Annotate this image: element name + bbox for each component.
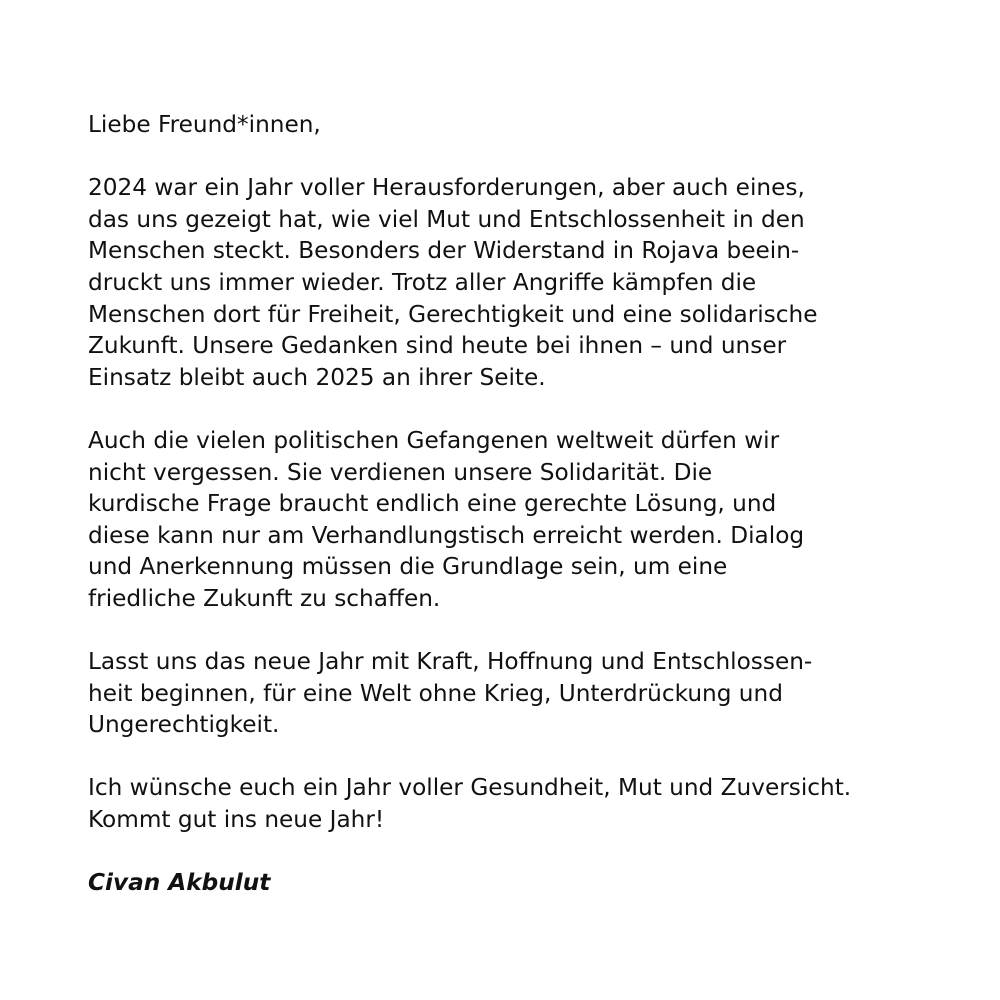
text-line: Ungerechtigkeit. [88,711,280,739]
paragraph-new-year [88,646,968,741]
text-line: Kommt gut ins neue Jahr! [88,806,385,834]
text-line: Auch die vielen politischen Gefangenen weltweit dürfen wir [88,426,780,454]
text-line: diese kann nur am Verhandlungstisch erreicht werden. Dialog [88,521,805,549]
text-line: das uns gezeigt hat, wie viel Mut und Entschlossenheit in den [88,205,805,233]
paragraph-prisoners [88,425,968,615]
text-line: Lasst uns das neue Jahr mit Kraft, Hoffnung und Entschlossen- [88,648,813,676]
text-line: 2024 war ein Jahr voller Herausforderungen, aber auch eines, [88,174,805,202]
text-line: druckt uns immer wieder. Trotz aller Angriffe kämpfen die [88,268,757,296]
greeting-line: Liebe Freund*innen, [88,111,321,138]
text-line: kurdische Frage braucht endlich eine gerechte Lösung, und [88,490,777,518]
paragraph-wishes [88,772,968,835]
text-line: Ich wünsche euch ein Jahr voller Gesundheit, Mut und Zuversicht. [88,774,852,802]
text-line: heit beginnen, für eine Welt ohne Krieg, Unterdrückung und [88,679,783,707]
text-line: Menschen dort für Freiheit, Gerechtigkeit und eine solidarische [88,300,818,328]
letter [88,109,968,899]
greeting [88,109,968,141]
text-line: friedliche Zukunft zu schaffen. [88,584,441,612]
paragraph-rojava [88,172,968,393]
text-line: Einsatz bleibt auch 2025 an ihrer Seite. [88,363,546,391]
signature: Civan Akbulut [88,869,271,897]
text-line: und Anerkennung müssen die Grundlage sein, um eine [88,553,728,581]
text-line: Menschen steckt. Besonders der Widerstand in Rojava beein- [88,237,800,265]
text-line: nicht vergessen. Sie verdienen unsere Solidarität. Die [88,458,713,486]
text-line: Zukunft. Unsere Gedanken sind heute bei ihnen – und unser [88,332,787,360]
